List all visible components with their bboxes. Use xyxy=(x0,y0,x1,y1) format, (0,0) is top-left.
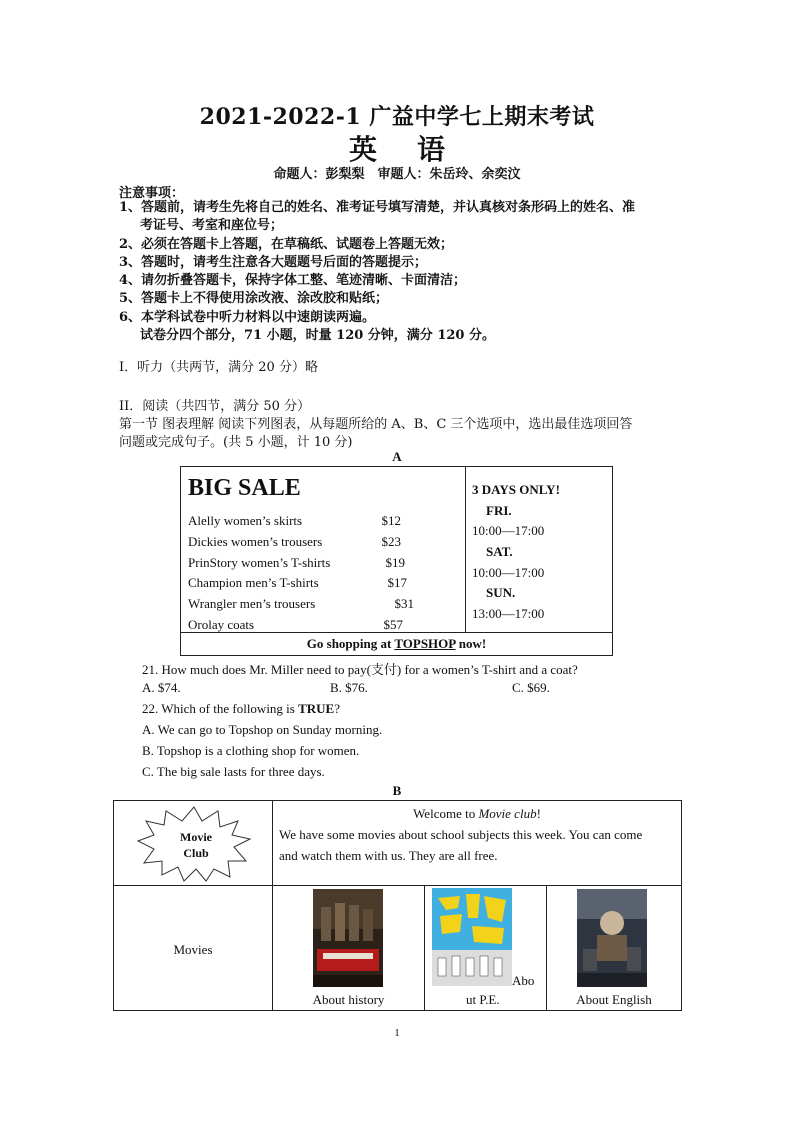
welcome-club-name: Movie club xyxy=(478,806,537,821)
sale-item-name: Dickies women’s trousers xyxy=(188,534,323,549)
exam-subject: 英语 xyxy=(348,133,485,166)
sunday-label: SUN. xyxy=(486,585,516,600)
sale-item xyxy=(188,596,423,612)
sale-footer-text: Go shopping at xyxy=(306,636,395,651)
question-22-option-b: B. Topshop is a clothing shop for women. xyxy=(142,743,360,758)
welcome-text: Welcome to xyxy=(413,806,479,821)
note-item: 2、必须在答题卡上答题，在草稿纸、试题卷上答题无效； xyxy=(119,236,454,252)
question-21-option-b: B. $76. xyxy=(330,680,368,695)
passage-b-label: B xyxy=(392,783,402,798)
sale-title: BIG SALE xyxy=(188,475,301,501)
friday-label: FRI. xyxy=(486,503,512,518)
sale-item-price: $12 xyxy=(381,513,401,528)
movie-club-badge xyxy=(166,829,226,861)
sale-item-name: Wrangler men’s trousers xyxy=(188,596,316,611)
movie-caption-pe-part2: ut P.E. xyxy=(466,992,500,1007)
sale-item xyxy=(188,513,423,529)
notes-heading: 注意事项： xyxy=(119,186,185,201)
saturday-label: SAT. xyxy=(486,544,513,559)
sale-footer-suffix: now! xyxy=(455,636,487,651)
table-divider xyxy=(424,885,425,1010)
sale-item-price: $23 xyxy=(381,534,401,549)
movie-club-table xyxy=(113,800,682,1011)
question-22 xyxy=(142,701,340,717)
passage-a-label: A xyxy=(392,449,402,464)
pe-movie-poster-image xyxy=(432,888,512,986)
note-item: 3、答题时，请考生注意各大题题号后面的答题提示； xyxy=(119,254,428,270)
history-movie-poster-image xyxy=(313,889,383,987)
sale-item-price: $17 xyxy=(387,575,407,590)
sale-item xyxy=(188,617,423,633)
note-item: 1、答题前，请考生先将自己的姓名、准考证号填写清楚，并认真核对条形码上的姓名、准 xyxy=(119,200,636,215)
sale-footer-shop: TOPSHOP xyxy=(394,636,456,651)
welcome-line xyxy=(273,806,681,822)
question-21-option-c: C. $69. xyxy=(512,680,550,695)
sale-item-name: Alelly women’s skirts xyxy=(188,513,303,528)
note-item: 试卷分四个部分，71 小题，时量 120 分钟，满分 120 分。 xyxy=(140,328,495,344)
sale-footer xyxy=(181,632,612,656)
question-22-emphasis: TRUE xyxy=(298,701,335,716)
table-divider xyxy=(114,885,681,886)
table-divider xyxy=(272,801,273,1010)
sale-item xyxy=(188,575,423,591)
movie-caption-history: About history xyxy=(312,992,385,1007)
intro-line: We have some movies about school subjects this week. You can come xyxy=(279,827,643,842)
sale-item xyxy=(188,555,423,571)
notes-list xyxy=(119,199,699,345)
saturday-time: 10:00—17:00 xyxy=(472,565,545,580)
page-number: 1 xyxy=(394,1027,400,1039)
sale-item xyxy=(188,534,423,550)
section-reading: II．阅读（共四节，满分 50 分） xyxy=(119,399,311,414)
note-item: 6、本学科试卷中听力材料以中速朗读两遍。 xyxy=(119,309,376,325)
intro-line: and watch them with us. They are all free. xyxy=(279,848,498,863)
sale-schedule-cell xyxy=(466,467,612,632)
section-listening: I．听力（共两节，满分 20 分）略 xyxy=(119,360,318,375)
question-22-option-c: C. The big sale lasts for three days. xyxy=(142,764,325,779)
sunday-time: 13:00—17:00 xyxy=(472,606,545,621)
movies-label: Movies xyxy=(173,942,213,957)
part1-instruction-line2: 问题或完成句子。(共 5 小题，计 10 分) xyxy=(119,435,353,450)
question-22-text: 22. Which of the following is xyxy=(142,701,299,716)
movie-caption-pe-part1: Abo xyxy=(512,973,535,988)
movie-caption-english: About English xyxy=(576,992,652,1007)
note-item: 4、请勿折叠答题卡，保持字体工整、笔迹清晰、卡面清洁； xyxy=(119,273,467,289)
sale-item-name: Orolay coats xyxy=(188,617,255,632)
sale-items-cell xyxy=(181,467,466,632)
sale-item-name: Champion men’s T-shirts xyxy=(188,575,319,590)
sale-item-price: $57 xyxy=(383,617,403,632)
question-21-option-a: A. $74. xyxy=(142,680,181,695)
sale-item-price: $31 xyxy=(394,596,414,611)
question-21: 21. How much does Mr. Miller need to pay(支付) for a women’s T-shirt and a coat? xyxy=(142,662,578,677)
sale-item-price: $19 xyxy=(385,555,405,570)
part1-instruction-line1: 第一节 图表理解 阅读下列图表，从每题所给的 A、B、C 三个选项中，选出最佳选项回答 xyxy=(119,417,633,432)
friday-time: 10:00—17:00 xyxy=(472,523,545,538)
note-item: 考证号、考室和座位号； xyxy=(140,218,284,234)
sale-item-name: PrinStory women’s T-shirts xyxy=(188,555,331,570)
english-movie-poster-image xyxy=(577,889,647,987)
note-item: 5、答题卡上不得使用涂改液、涂改胶和贴纸； xyxy=(119,291,389,307)
question-22-option-a: A. We can go to Topshop on Sunday morning. xyxy=(142,722,383,737)
days-only-label: 3 DAYS ONLY! xyxy=(472,482,560,497)
badge-line: Movie xyxy=(180,830,212,844)
question-22-mark: ? xyxy=(334,701,341,716)
badge-line: Club xyxy=(183,846,209,860)
exam-authors: 命题人：彭梨梨 审题人：朱岳玲、余奕汶 xyxy=(273,167,521,182)
welcome-mark: ! xyxy=(536,806,541,821)
sale-table xyxy=(180,466,613,656)
exam-title: 2021-2022-1 广益中学七上期末考试 xyxy=(199,104,595,130)
